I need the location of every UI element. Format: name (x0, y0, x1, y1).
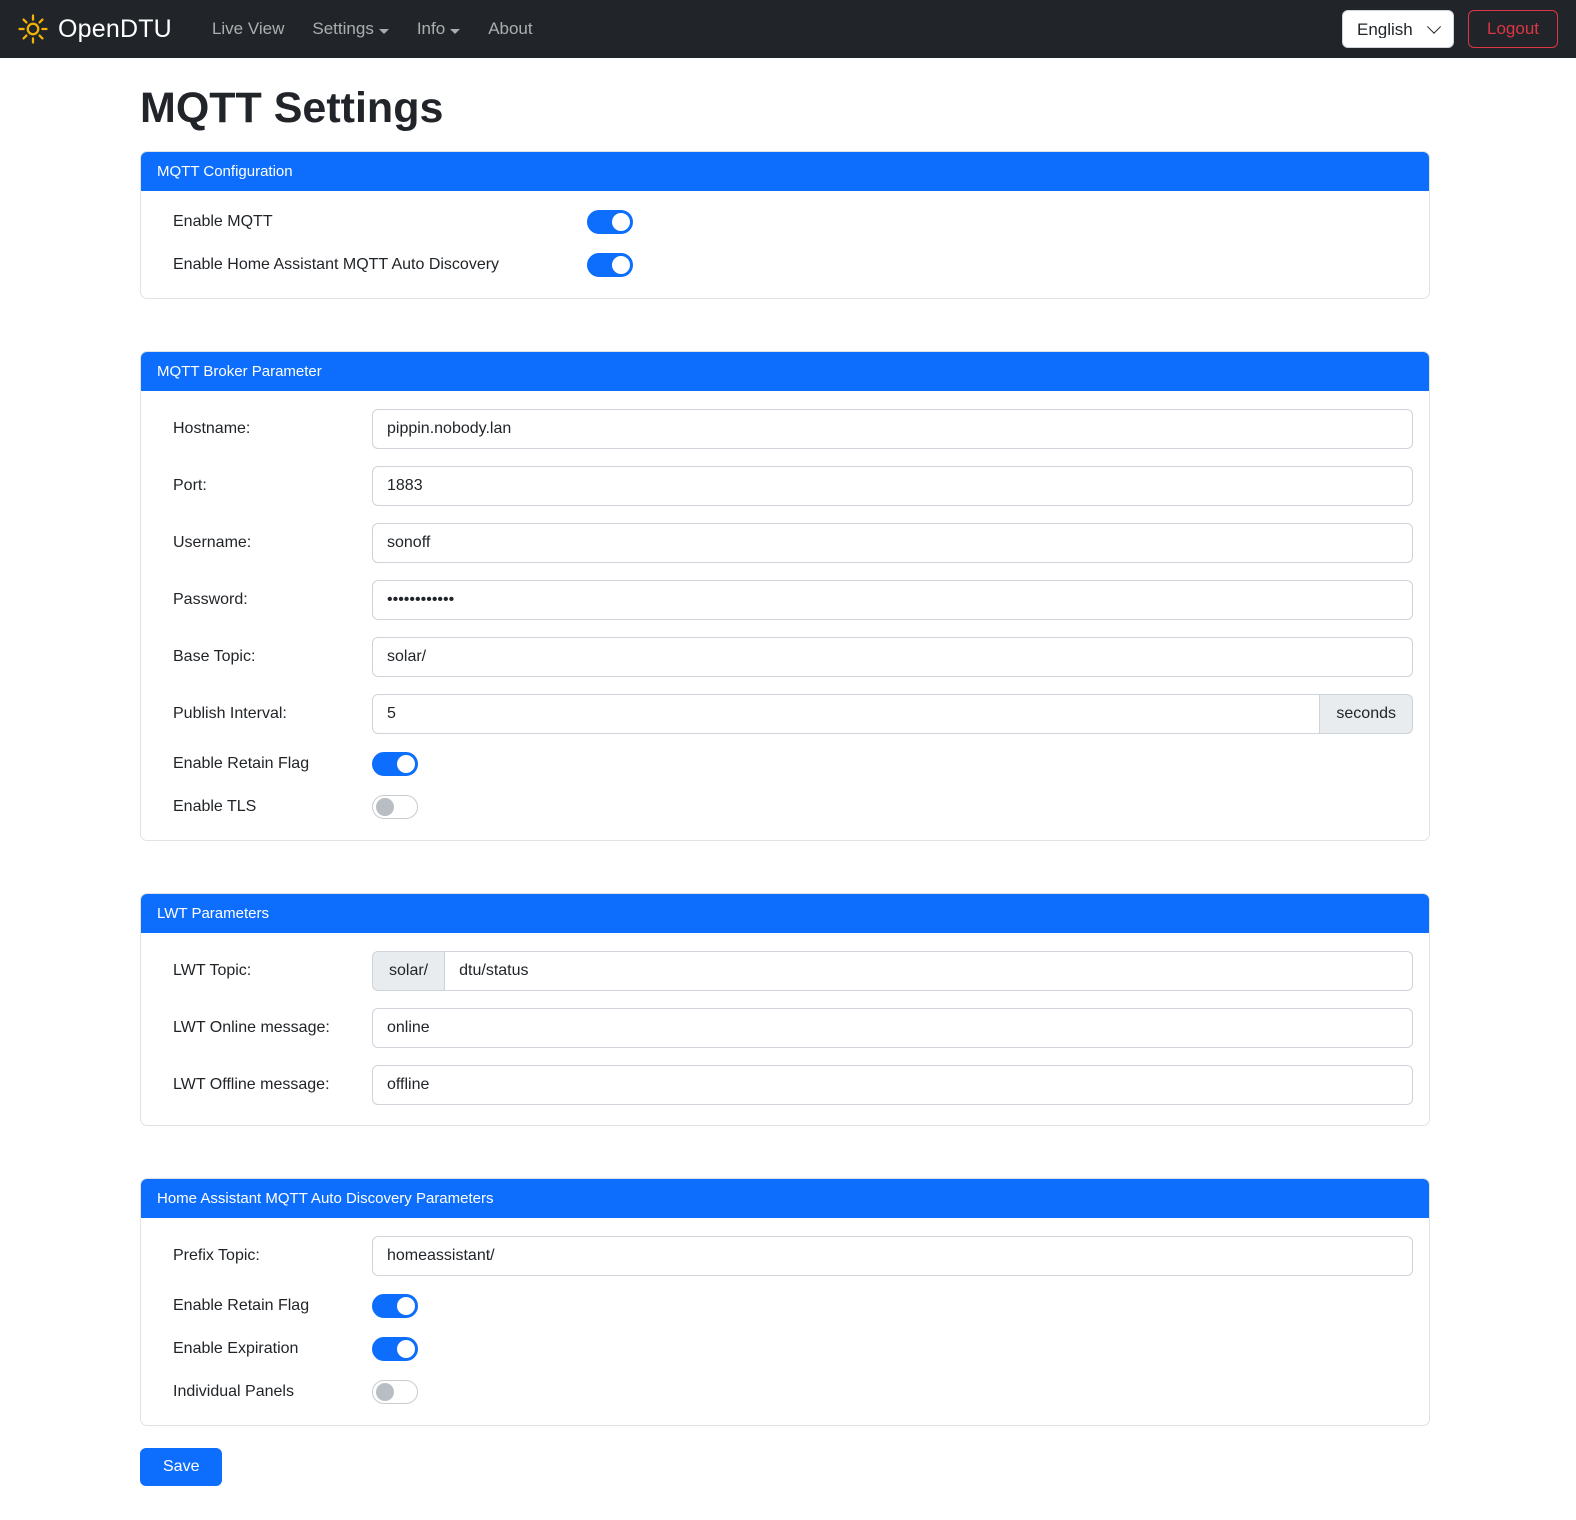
row-lwt-offline-message (157, 1065, 1413, 1105)
sun-icon (18, 14, 48, 44)
card-header: LWT Parameters (141, 894, 1429, 933)
row-publish-interval (157, 694, 1413, 734)
username-field (372, 523, 1413, 563)
individual-panels-toggle[interactable] (372, 1380, 418, 1404)
publish-interval-field (372, 694, 1413, 734)
lwt-online-message-label: LWT Online message: (173, 1019, 330, 1036)
row-lwt-topic (157, 951, 1413, 991)
card-home-assistant-parameters (140, 1178, 1430, 1426)
prefix-topic-field (372, 1236, 1413, 1276)
enable-tls-toggle[interactable] (372, 795, 418, 819)
password-input[interactable] (372, 580, 1413, 620)
toggle-knob (612, 256, 630, 274)
hass-expiration-switch-cell (372, 1337, 418, 1361)
password-label: Password: (173, 591, 248, 608)
card-header: MQTT Broker Parameter (141, 352, 1429, 391)
row-individual-panels (157, 1379, 1413, 1405)
hass-retain-flag-label: Enable Retain Flag (173, 1297, 310, 1314)
hostname-input[interactable] (372, 409, 1413, 449)
nav-item-settings[interactable] (298, 13, 402, 45)
hass-retain-flag-switch-cell (372, 1294, 418, 1318)
enable-tls-switch-cell (372, 795, 418, 819)
nav-item-label: About (488, 19, 533, 38)
password-field (372, 580, 1413, 620)
enable-retain-flag-switch-cell (372, 752, 418, 776)
page-title: MQTT Settings (140, 84, 444, 132)
lwt-topic-label: LWT Topic: (173, 962, 252, 979)
individual-panels-switch-cell (372, 1380, 418, 1404)
card-body (141, 191, 1429, 298)
language-select[interactable] (1342, 10, 1454, 48)
publish-interval-input[interactable] (372, 694, 1320, 734)
username-label: Username: (173, 534, 252, 551)
lwt-offline-message-field (372, 1065, 1413, 1105)
row-port (157, 466, 1413, 506)
hostname-label: Hostname: (173, 420, 251, 437)
page-content (0, 84, 1576, 1520)
chevron-down-icon (450, 29, 460, 34)
enable-mqtt-label: Enable MQTT (173, 213, 273, 230)
enable-retain-flag-toggle[interactable] (372, 752, 418, 776)
row-enable-mqtt (157, 209, 1413, 235)
prefix-topic-label: Prefix Topic: (173, 1247, 260, 1264)
prefix-topic-input[interactable] (372, 1236, 1413, 1276)
nav-item-label: Settings (312, 19, 374, 38)
chevron-down-icon (379, 29, 389, 34)
logout-button[interactable]: Logout (1468, 10, 1558, 48)
enable-mqtt-switch-cell (372, 210, 633, 234)
nav-item-live-view[interactable] (198, 13, 298, 45)
top-navbar (0, 0, 1576, 58)
row-enable-tls (157, 794, 1413, 820)
enable-ha-discovery-label: Enable Home Assistant MQTT Auto Discovery (173, 256, 500, 273)
toggle-knob (397, 1297, 415, 1315)
enable-ha-discovery-switch-cell (587, 253, 633, 277)
lwt-online-message-field (372, 1008, 1413, 1048)
row-enable-retain-flag (157, 751, 1413, 777)
username-input[interactable] (372, 523, 1413, 563)
hass-expiration-label: Enable Expiration (173, 1340, 299, 1357)
nav-item-label: Live View (211, 19, 285, 38)
save-button[interactable]: Save (140, 1448, 222, 1486)
nav-links (198, 13, 547, 45)
port-field (372, 466, 1413, 506)
row-hass-retain-flag (157, 1293, 1413, 1319)
lwt-topic-field (372, 951, 1413, 991)
navbar-right-group (1342, 10, 1558, 48)
row-enable-ha-discovery (157, 252, 1413, 278)
row-username (157, 523, 1413, 563)
nav-item-info[interactable] (403, 13, 474, 45)
lwt-topic-input[interactable] (444, 951, 1413, 991)
lwt-topic-prefix: solar/ (372, 951, 444, 991)
row-lwt-online-message (157, 1008, 1413, 1048)
card-lwt-parameters (140, 893, 1430, 1126)
publish-interval-unit: seconds (1320, 694, 1413, 734)
base-topic-field (372, 637, 1413, 677)
toggle-knob (376, 1383, 394, 1401)
enable-ha-discovery-toggle[interactable] (587, 253, 633, 277)
lwt-offline-message-input[interactable] (372, 1065, 1413, 1105)
port-label: Port: (173, 477, 207, 494)
hostname-field (372, 409, 1413, 449)
toggle-knob (397, 1340, 415, 1358)
card-header: Home Assistant MQTT Auto Discovery Parameters (141, 1179, 1429, 1218)
card-mqtt-broker-parameter (140, 351, 1430, 841)
enable-mqtt-toggle[interactable] (587, 210, 633, 234)
base-topic-label: Base Topic: (173, 648, 256, 665)
card-body (141, 1218, 1429, 1425)
enable-retain-flag-label: Enable Retain Flag (173, 755, 310, 772)
nav-item-about[interactable] (474, 13, 546, 45)
toggle-knob (612, 213, 630, 231)
card-mqtt-configuration (140, 151, 1430, 299)
row-hass-expiration (157, 1336, 1413, 1362)
individual-panels-label: Individual Panels (173, 1383, 294, 1400)
hass-expiration-toggle[interactable] (372, 1337, 418, 1361)
card-header: MQTT Configuration (141, 152, 1429, 191)
toggle-knob (376, 798, 394, 816)
nav-item-label: Info (416, 19, 446, 38)
row-base-topic (157, 637, 1413, 677)
brand-logo[interactable] (18, 14, 172, 44)
toggle-knob (397, 755, 415, 773)
card-body (141, 933, 1429, 1125)
brand-label: OpenDTU (58, 14, 172, 43)
base-topic-input[interactable] (372, 637, 1413, 677)
row-password (157, 580, 1413, 620)
enable-tls-label: Enable TLS (173, 798, 257, 815)
publish-interval-label: Publish Interval: (173, 705, 287, 722)
card-body (141, 391, 1429, 840)
row-hostname (157, 409, 1413, 449)
row-prefix-topic (157, 1236, 1413, 1276)
hass-retain-flag-toggle[interactable] (372, 1294, 418, 1318)
lwt-online-message-input[interactable] (372, 1008, 1413, 1048)
language-select-wrapper (1342, 10, 1454, 48)
port-input[interactable] (372, 466, 1413, 506)
lwt-offline-message-label: LWT Offline message: (173, 1076, 330, 1093)
